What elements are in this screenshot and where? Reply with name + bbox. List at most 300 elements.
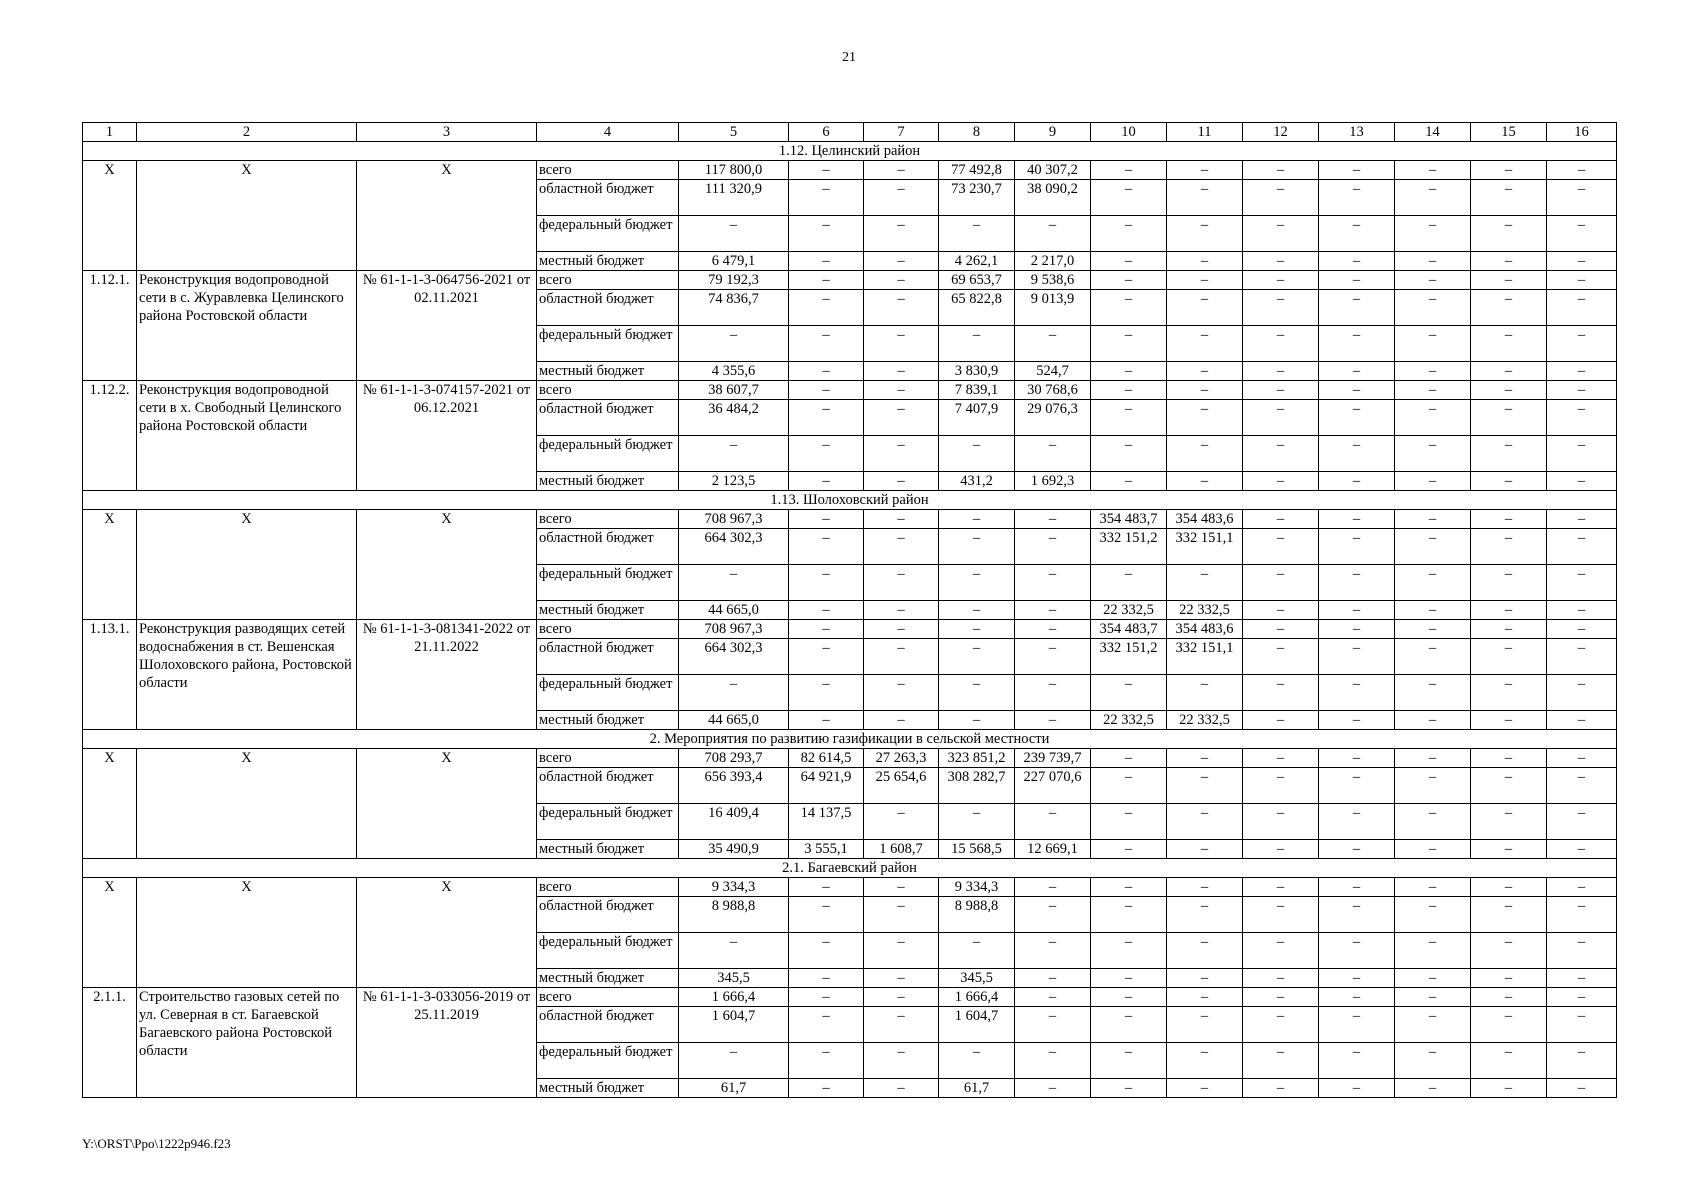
funding-source: всего (537, 271, 679, 290)
amount-cell: 61,7 (679, 1079, 789, 1098)
table-row (83, 988, 1617, 1007)
funding-source: областной бюджет (537, 1007, 679, 1043)
funding-source: местный бюджет (537, 362, 679, 381)
amount-cell: – (1319, 1007, 1395, 1043)
amount-cell: – (864, 1043, 939, 1079)
amount-cell: – (1547, 472, 1617, 491)
amount-cell: 332 151,2 (1091, 639, 1167, 675)
item-number: 1.13.1. (83, 620, 137, 730)
amount-cell: – (1243, 362, 1319, 381)
amount-cell: 44 665,0 (679, 711, 789, 730)
amount-cell: – (1547, 161, 1617, 180)
amount-cell: – (1243, 565, 1319, 601)
registration-number: № 61-1-1-3-081341-2022 от 21.11.2022 (357, 620, 537, 730)
funding-source: местный бюджет (537, 601, 679, 620)
amount-cell: – (1547, 804, 1617, 840)
funding-source: местный бюджет (537, 840, 679, 859)
table-row (83, 878, 1617, 897)
amount-cell: 239 739,7 (1015, 749, 1091, 768)
table-row (83, 749, 1617, 768)
amount-cell: – (1167, 878, 1243, 897)
amount-cell: – (1395, 400, 1471, 436)
page-number: 21 (842, 50, 856, 65)
amount-cell: – (1243, 216, 1319, 252)
funding-source: федеральный бюджет (537, 804, 679, 840)
amount-cell: – (679, 933, 789, 969)
amount-cell: – (1091, 897, 1167, 933)
amount-cell: – (1243, 271, 1319, 290)
amount-cell: – (1319, 290, 1395, 326)
amount-cell: 227 070,6 (1015, 768, 1091, 804)
amount-cell: – (789, 290, 864, 326)
amount-cell: – (1471, 271, 1547, 290)
amount-cell: – (864, 639, 939, 675)
amount-cell: – (864, 620, 939, 639)
amount-cell: – (1319, 768, 1395, 804)
amount-cell: – (1547, 400, 1617, 436)
amount-cell: – (1547, 840, 1617, 859)
amount-cell: – (1547, 271, 1617, 290)
amount-cell: – (1015, 1079, 1091, 1098)
amount-cell: – (1471, 510, 1547, 529)
amount-cell: – (864, 878, 939, 897)
table-row (83, 381, 1617, 400)
amount-cell: – (789, 1079, 864, 1098)
amount-cell: – (1015, 510, 1091, 529)
amount-cell: – (789, 620, 864, 639)
amount-cell: – (1395, 510, 1471, 529)
amount-cell: – (1243, 620, 1319, 639)
amount-cell: – (1395, 620, 1471, 639)
funding-source: местный бюджет (537, 711, 679, 730)
amount-cell: – (1091, 436, 1167, 472)
amount-cell: – (1395, 969, 1471, 988)
amount-cell: – (1471, 933, 1547, 969)
amount-cell: – (1547, 749, 1617, 768)
amount-cell: 36 484,2 (679, 400, 789, 436)
funding-source: федеральный бюджет (537, 1043, 679, 1079)
amount-cell: 1 604,7 (679, 1007, 789, 1043)
object-name: Реконструкция водопроводной сети в х. Свободный Целинского района Ростовской области (137, 381, 357, 491)
amount-cell: 332 151,2 (1091, 529, 1167, 565)
amount-cell: 22 332,5 (1167, 711, 1243, 730)
amount-cell: – (1319, 878, 1395, 897)
funding-source: всего (537, 878, 679, 897)
amount-cell: – (1243, 381, 1319, 400)
amount-cell: – (1319, 1043, 1395, 1079)
amount-cell: – (1471, 565, 1547, 601)
amount-cell: – (864, 1079, 939, 1098)
amount-cell: – (1547, 878, 1617, 897)
registration-number: X (357, 510, 537, 620)
amount-cell: – (864, 1007, 939, 1043)
amount-cell: – (1471, 161, 1547, 180)
amount-cell: – (1243, 161, 1319, 180)
amount-cell: 6 479,1 (679, 252, 789, 271)
amount-cell: – (1319, 601, 1395, 620)
amount-cell: – (789, 639, 864, 675)
amount-cell: – (1319, 510, 1395, 529)
amount-cell: – (1547, 381, 1617, 400)
amount-cell: – (1167, 472, 1243, 491)
amount-cell: 708 293,7 (679, 749, 789, 768)
amount-cell: 354 483,7 (1091, 510, 1167, 529)
amount-cell: – (864, 326, 939, 362)
amount-cell: – (1395, 1043, 1471, 1079)
column-number: 5 (679, 123, 789, 142)
amount-cell: – (1167, 326, 1243, 362)
amount-cell: – (864, 400, 939, 436)
amount-cell: – (864, 472, 939, 491)
amount-cell: 61,7 (939, 1079, 1015, 1098)
registration-number: X (357, 749, 537, 859)
amount-cell: – (1319, 472, 1395, 491)
budget-body (83, 123, 1617, 1098)
amount-cell: – (1471, 216, 1547, 252)
amount-cell: – (1243, 1007, 1319, 1043)
amount-cell: – (679, 216, 789, 252)
column-header-row (83, 123, 1617, 142)
amount-cell: – (789, 878, 864, 897)
amount-cell: – (1547, 529, 1617, 565)
amount-cell: – (1015, 1007, 1091, 1043)
amount-cell: – (1243, 290, 1319, 326)
amount-cell: 30 768,6 (1015, 381, 1091, 400)
amount-cell: – (1091, 675, 1167, 711)
amount-cell: – (1395, 1007, 1471, 1043)
amount-cell: – (1395, 180, 1471, 216)
amount-cell: 664 302,3 (679, 639, 789, 675)
amount-cell: – (1167, 897, 1243, 933)
amount-cell: – (864, 362, 939, 381)
amount-cell: 1 604,7 (939, 1007, 1015, 1043)
amount-cell: – (1243, 749, 1319, 768)
amount-cell: – (1471, 675, 1547, 711)
amount-cell: – (1015, 565, 1091, 601)
amount-cell: – (1471, 1079, 1547, 1098)
item-number: 1.12.2. (83, 381, 137, 491)
amount-cell: – (864, 161, 939, 180)
amount-cell: – (1015, 326, 1091, 362)
amount-cell: 3 830,9 (939, 362, 1015, 381)
amount-cell: – (1395, 804, 1471, 840)
amount-cell: – (789, 675, 864, 711)
section-row (83, 142, 1617, 161)
amount-cell: – (939, 529, 1015, 565)
amount-cell: 16 409,4 (679, 804, 789, 840)
amount-cell: 354 483,6 (1167, 620, 1243, 639)
amount-cell: – (1319, 988, 1395, 1007)
section-row (83, 491, 1617, 510)
registration-number: X (357, 878, 537, 988)
amount-cell: – (939, 1043, 1015, 1079)
amount-cell: – (1547, 436, 1617, 472)
amount-cell: – (1395, 749, 1471, 768)
column-number: 15 (1471, 123, 1547, 142)
funding-source: областной бюджет (537, 290, 679, 326)
amount-cell: – (1547, 252, 1617, 271)
funding-source: федеральный бюджет (537, 675, 679, 711)
amount-cell: – (1547, 711, 1617, 730)
amount-cell: – (789, 180, 864, 216)
amount-cell: – (1243, 436, 1319, 472)
amount-cell: 354 483,6 (1167, 510, 1243, 529)
amount-cell: – (789, 216, 864, 252)
amount-cell: – (1471, 381, 1547, 400)
amount-cell: 79 192,3 (679, 271, 789, 290)
amount-cell: – (1015, 878, 1091, 897)
amount-cell: – (1471, 969, 1547, 988)
amount-cell: 431,2 (939, 472, 1015, 491)
amount-cell: – (1167, 768, 1243, 804)
amount-cell: – (1319, 381, 1395, 400)
amount-cell: – (1395, 326, 1471, 362)
amount-cell: – (1091, 271, 1167, 290)
column-number: 16 (1547, 123, 1617, 142)
amount-cell: – (1471, 436, 1547, 472)
amount-cell: – (1167, 840, 1243, 859)
column-number: 1 (83, 123, 137, 142)
amount-cell: – (1091, 969, 1167, 988)
amount-cell: – (789, 1007, 864, 1043)
amount-cell: – (1243, 675, 1319, 711)
item-number: X (83, 510, 137, 620)
amount-cell: – (1319, 804, 1395, 840)
amount-cell: – (1319, 161, 1395, 180)
amount-cell: – (789, 969, 864, 988)
amount-cell: – (1319, 271, 1395, 290)
amount-cell: – (1167, 933, 1243, 969)
amount-cell: – (1319, 840, 1395, 859)
funding-source: всего (537, 381, 679, 400)
amount-cell: – (1091, 749, 1167, 768)
column-number: 4 (537, 123, 679, 142)
amount-cell: – (1547, 897, 1617, 933)
amount-cell: – (939, 510, 1015, 529)
amount-cell: – (1547, 988, 1617, 1007)
section-title: 1.12. Целинский район (83, 142, 1617, 161)
column-number: 8 (939, 123, 1015, 142)
amount-cell: – (1395, 933, 1471, 969)
funding-source: областной бюджет (537, 529, 679, 565)
object-name: X (137, 749, 357, 859)
amount-cell: – (1243, 711, 1319, 730)
amount-cell: 354 483,7 (1091, 620, 1167, 639)
budget-table (82, 122, 1617, 1098)
amount-cell: 1 692,3 (1015, 472, 1091, 491)
column-number: 10 (1091, 123, 1167, 142)
amount-cell: – (864, 252, 939, 271)
amount-cell: – (1167, 1007, 1243, 1043)
amount-cell: – (1319, 529, 1395, 565)
amount-cell: – (1471, 768, 1547, 804)
amount-cell: – (1091, 1007, 1167, 1043)
amount-cell: – (939, 326, 1015, 362)
amount-cell: – (1395, 878, 1471, 897)
funding-source: федеральный бюджет (537, 326, 679, 362)
amount-cell: – (1167, 180, 1243, 216)
amount-cell: – (1471, 988, 1547, 1007)
table-row (83, 271, 1617, 290)
funding-source: областной бюджет (537, 768, 679, 804)
amount-cell: 708 967,3 (679, 620, 789, 639)
funding-source: областной бюджет (537, 180, 679, 216)
item-number: X (83, 161, 137, 271)
amount-cell: 12 669,1 (1015, 840, 1091, 859)
amount-cell: 117 800,0 (679, 161, 789, 180)
amount-cell: – (789, 711, 864, 730)
amount-cell: – (1167, 675, 1243, 711)
amount-cell: – (1091, 840, 1167, 859)
amount-cell: – (1547, 1079, 1617, 1098)
amount-cell: – (939, 436, 1015, 472)
amount-cell: – (1319, 436, 1395, 472)
amount-cell: 29 076,3 (1015, 400, 1091, 436)
table-row (83, 161, 1617, 180)
amount-cell: – (864, 711, 939, 730)
amount-cell: – (1471, 840, 1547, 859)
amount-cell: – (1547, 768, 1617, 804)
amount-cell: – (1471, 529, 1547, 565)
amount-cell: – (1395, 639, 1471, 675)
amount-cell: – (1167, 565, 1243, 601)
amount-cell: – (1091, 804, 1167, 840)
amount-cell: – (789, 601, 864, 620)
amount-cell: – (864, 271, 939, 290)
amount-cell: – (1395, 529, 1471, 565)
amount-cell: – (1015, 897, 1091, 933)
amount-cell: – (1471, 711, 1547, 730)
amount-cell: – (1091, 252, 1167, 271)
amount-cell: – (1471, 639, 1547, 675)
amount-cell: – (1547, 510, 1617, 529)
amount-cell: – (1395, 601, 1471, 620)
amount-cell: – (1395, 565, 1471, 601)
amount-cell: – (864, 565, 939, 601)
amount-cell: – (1167, 969, 1243, 988)
amount-cell: – (1243, 639, 1319, 675)
amount-cell: 38 607,7 (679, 381, 789, 400)
amount-cell: – (1319, 1079, 1395, 1098)
amount-cell: – (1547, 969, 1617, 988)
amount-cell: – (1319, 216, 1395, 252)
amount-cell: – (1243, 933, 1319, 969)
funding-source: всего (537, 749, 679, 768)
column-number: 6 (789, 123, 864, 142)
amount-cell: 1 666,4 (679, 988, 789, 1007)
amount-cell: 345,5 (939, 969, 1015, 988)
amount-cell: – (789, 510, 864, 529)
amount-cell: 1 608,7 (864, 840, 939, 859)
amount-cell: 3 555,1 (789, 840, 864, 859)
amount-cell: 111 320,9 (679, 180, 789, 216)
amount-cell: – (1471, 1043, 1547, 1079)
amount-cell: – (1167, 1043, 1243, 1079)
amount-cell: – (1471, 290, 1547, 326)
amount-cell: – (1471, 804, 1547, 840)
amount-cell: – (939, 675, 1015, 711)
amount-cell: – (1395, 840, 1471, 859)
object-name: Реконструкция разводящих сетей водоснабжения в ст. Вешенская Шолоховского района, Ростовской области (137, 620, 357, 730)
registration-number: № 61-1-1-3-064756-2021 от 02.11.2021 (357, 271, 537, 381)
funding-source: всего (537, 988, 679, 1007)
amount-cell: 7 839,1 (939, 381, 1015, 400)
amount-cell: – (1319, 362, 1395, 381)
amount-cell: – (939, 639, 1015, 675)
amount-cell: – (1243, 510, 1319, 529)
amount-cell: – (789, 529, 864, 565)
amount-cell: – (789, 252, 864, 271)
amount-cell: – (789, 988, 864, 1007)
amount-cell: 25 654,6 (864, 768, 939, 804)
amount-cell: – (789, 897, 864, 933)
amount-cell: 323 851,2 (939, 749, 1015, 768)
amount-cell: – (1547, 216, 1617, 252)
amount-cell: – (864, 180, 939, 216)
registration-number: № 61-1-1-3-033056-2019 от 25.11.2019 (357, 988, 537, 1098)
amount-cell: – (679, 1043, 789, 1079)
amount-cell: – (1395, 252, 1471, 271)
amount-cell: – (1243, 804, 1319, 840)
amount-cell: – (1091, 1079, 1167, 1098)
funding-source: всего (537, 620, 679, 639)
amount-cell: – (864, 601, 939, 620)
amount-cell: – (789, 271, 864, 290)
object-name: X (137, 510, 357, 620)
amount-cell: – (939, 933, 1015, 969)
amount-cell: – (1243, 878, 1319, 897)
amount-cell: – (1395, 768, 1471, 804)
amount-cell: – (1015, 711, 1091, 730)
amount-cell: 345,5 (679, 969, 789, 988)
amount-cell: – (1091, 180, 1167, 216)
item-number: 1.12.1. (83, 271, 137, 381)
amount-cell: – (1395, 472, 1471, 491)
amount-cell: – (1243, 1079, 1319, 1098)
amount-cell: – (1243, 400, 1319, 436)
amount-cell: – (864, 216, 939, 252)
amount-cell: – (1471, 601, 1547, 620)
amount-cell: – (1243, 529, 1319, 565)
amount-cell: – (1091, 565, 1167, 601)
amount-cell: 2 123,5 (679, 472, 789, 491)
amount-cell: – (1243, 969, 1319, 988)
amount-cell: 9 013,9 (1015, 290, 1091, 326)
amount-cell: – (1547, 675, 1617, 711)
funding-source: всего (537, 161, 679, 180)
funding-source: местный бюджет (537, 969, 679, 988)
amount-cell: – (1167, 161, 1243, 180)
amount-cell: – (864, 529, 939, 565)
amount-cell: – (939, 804, 1015, 840)
amount-cell: – (1547, 1007, 1617, 1043)
amount-cell: – (1319, 326, 1395, 362)
section-title: 2.1. Багаевский район (83, 859, 1617, 878)
amount-cell: – (1471, 362, 1547, 381)
amount-cell: – (1015, 436, 1091, 472)
amount-cell: – (1395, 381, 1471, 400)
amount-cell: – (1395, 1079, 1471, 1098)
amount-cell: – (1319, 969, 1395, 988)
amount-cell: – (1471, 620, 1547, 639)
amount-cell: – (1167, 988, 1243, 1007)
amount-cell: 27 263,3 (864, 749, 939, 768)
amount-cell: – (1471, 878, 1547, 897)
amount-cell: 2 217,0 (1015, 252, 1091, 271)
amount-cell: – (1091, 161, 1167, 180)
funding-source: областной бюджет (537, 897, 679, 933)
amount-cell: 15 568,5 (939, 840, 1015, 859)
